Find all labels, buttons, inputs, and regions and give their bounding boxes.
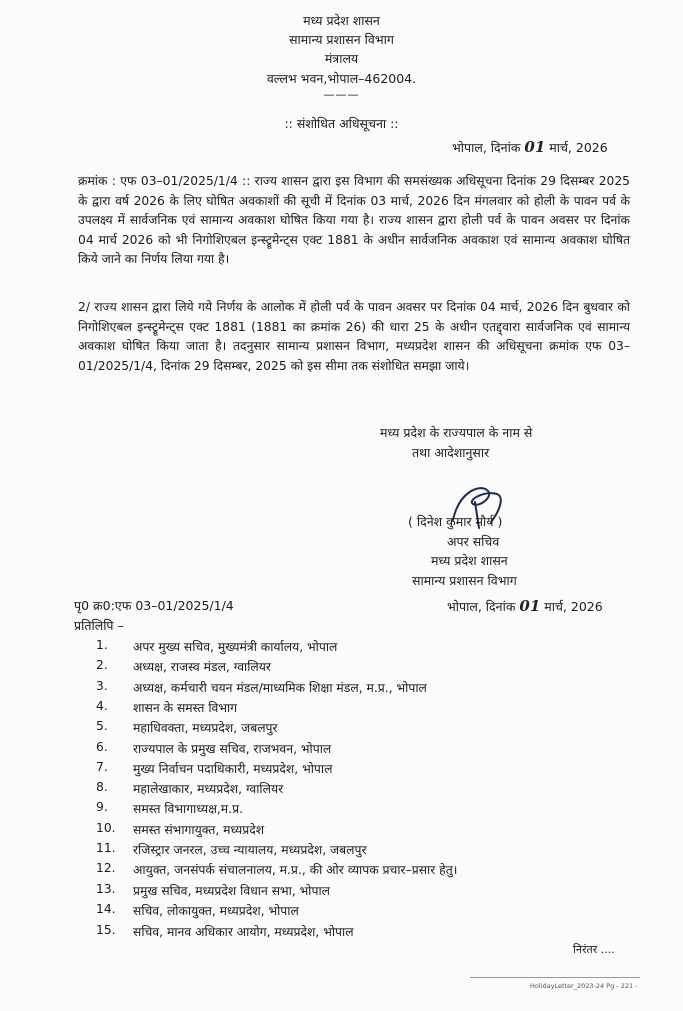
endorsement-ref: पृ0 क्र0:एफ 03–01/2025/1/4 <box>74 598 234 613</box>
footer-text: HolidayLetter_2023-24 Pg - 221 - <box>530 982 638 990</box>
list-item-num: 10. <box>96 821 116 835</box>
list-item-num: 4. <box>96 699 108 713</box>
endorsement-date-day-handwritten: 01 <box>519 597 541 615</box>
list-item: आयुक्त, जनसंपर्क संचालनालय, म.प्र., की ओर व्यापक प्रचार–प्रसार हेतु। <box>133 863 458 877</box>
paragraph-1: क्रमांक : एफ 03–01/2025/1/4 :: राज्य शासन द्वारा इस विभाग की समसंख्यक अधिसूचना दिनांक 29 दिसम्बर 2025 के द्वारा वर्ष 2026 के लिए घोषित अवकाशों की सूची में दिनांक 03 मार्च, 2026 दिन मंगलवार को होली के पावन पर्व के उपलक्ष्य में सार्वजनिक एवं सामान्य अवकाश घोषित किया गया है। राज्य शासन द्वारा होली पर्व के पावन अवसर पर दिनांक 04 मार्च 2026 को भी निगोशिएबल इन्स्ट्रूमेन्ट्स एक्ट 1881 के अधीन सार्वजनिक अवकाश एवं सामान्य अवकाश घोषित किये जाने का निर्णय लिया गया है। <box>78 174 630 267</box>
list-item-num: 9. <box>96 800 108 814</box>
order-line-2: तथा आदेशानुसार <box>412 445 490 460</box>
list-item: अपर मुख्य सचिव, मुख्यमंत्री कार्यालय, भोपाल <box>133 640 338 654</box>
list-item-num: 6. <box>96 740 108 754</box>
list-item: राज्यपाल के प्रमुख सचिव, राजभवन, भोपाल <box>133 742 332 756</box>
signatory-org-2: सामान्य प्रशासन विभाग <box>412 573 517 588</box>
order-line-1: मध्य प्रदेश के राज्यपाल के नाम से <box>380 425 533 440</box>
notification-title: :: संशोधित अधिसूचना :: <box>284 116 399 131</box>
list-item: शासन के समस्त विभाग <box>133 701 238 715</box>
endorsement-date-suffix: मार्च, 2026 <box>544 599 603 614</box>
list-item: मुख्य निर्वाचन पदाधिकारी, मध्यप्रदेश, भोपाल <box>133 762 333 776</box>
list-item: सचिव, लोकायुक्त, मध्यप्रदेश, भोपाल <box>133 904 299 918</box>
list-item: अध्यक्ष, राजस्व मंडल, ग्वालियर <box>133 660 271 674</box>
list-item: अध्यक्ष, कर्मचारी चयन मंडल/माध्यमिक शिक्षा मंडल, म.प्र., भोपाल <box>133 681 427 695</box>
signatory-name: ( दिनेश कुमार मौर्य ) <box>408 514 503 529</box>
list-item-num: 11. <box>96 841 116 855</box>
list-item-num: 5. <box>96 719 108 733</box>
notification-date <box>452 138 608 156</box>
header-divider: ——— <box>323 88 360 101</box>
list-item: प्रमुख सचिव, मध्यप्रदेश विधान सभा, भोपाल <box>133 884 330 898</box>
continued-marker: निरंतर .... <box>573 943 615 956</box>
list-item: रजिस्ट्रार जनरल, उच्च न्यायालय, मध्यप्रदेश, जबलपुर <box>133 843 367 857</box>
list-item-num: 14. <box>96 902 116 916</box>
list-item-num: 13. <box>96 882 116 896</box>
list-item: समस्त विभागाध्यक्ष,म.प्र. <box>133 802 243 816</box>
copy-label: प्रतिलिपि – <box>74 618 124 633</box>
signatory-designation: अपर सचिव <box>447 534 500 549</box>
list-item: समस्त संभागायुक्त, मध्यप्रदेश <box>133 823 265 837</box>
list-item-num: 7. <box>96 760 108 774</box>
list-item-num: 2. <box>96 658 108 672</box>
list-item: सचिव, मानव अधिकार आयोग, मध्यप्रदेश, भोपाल <box>133 925 354 939</box>
header-govt: मध्य प्रदेश शासन <box>303 13 380 28</box>
list-item: महालेखाकार, मध्यप्रदेश, ग्वालियर <box>133 782 284 796</box>
list-item-num: 3. <box>96 679 108 693</box>
footer-rule <box>470 977 640 978</box>
header-address: वल्लभ भवन,भोपाल–462004. <box>266 71 417 86</box>
endorsement-date-prefix: भोपाल, दिनांक <box>447 599 516 614</box>
endorsement-date <box>447 597 603 615</box>
list-item-num: 8. <box>96 780 108 794</box>
date-prefix: भोपाल, दिनांक <box>452 140 521 155</box>
list-item-num: 15. <box>96 923 116 937</box>
list-item: महाधिवक्ता, मध्यप्रदेश, जबलपुर <box>133 721 278 735</box>
date-day-handwritten: 01 <box>524 138 546 156</box>
date-suffix: मार्च, 2026 <box>549 140 608 155</box>
list-item-num: 1. <box>96 638 108 652</box>
header-department: सामान्य प्रशासन विभाग <box>289 32 394 47</box>
paragraph-2: 2/ राज्य शासन द्वारा लिये गये निर्णय के आलोक में होली पर्व के पावन अवसर पर दिनांक 04 मार्च, 2026 दिन बुधवार को निगोशिएबल इन्स्ट्रूमेन्ट्स एक्ट 1881 (1881 का क्रमांक 26) की धारा 25 के अधीन एतद्द्वारा सार्वजनिक एवं सामान्य अवकाश घोषित किया जाता है। तदनुसार सामान्य प्रशासन विभाग, मध्यप्रदेश शासन की अधिसूचना क्रमांक एफ 03–01/2025/1/4, दिनांक 29 दिसम्बर, 2025 को इस सीमा तक संशोधित समझा जाये। <box>78 300 630 373</box>
list-item-num: 12. <box>96 861 116 875</box>
header-ministry: मंत्रालय <box>324 51 359 66</box>
signatory-org-1: मध्य प्रदेश शासन <box>431 553 508 568</box>
